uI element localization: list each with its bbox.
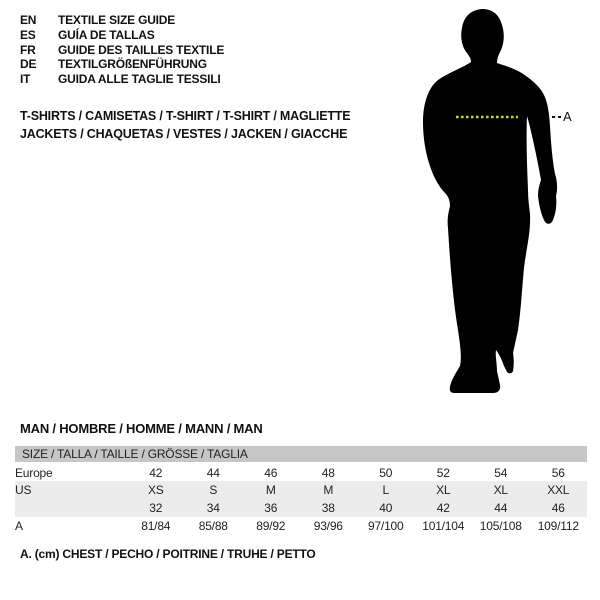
cell-value: 36 [242,499,300,517]
row-label: Europe [15,463,127,481]
cell-value: 46 [530,499,588,517]
language-list [20,13,224,87]
cell-value: 105/108 [472,517,530,535]
size-table-header: SIZE / TALLA / TAILLE / GRÖSSE / TAGLIA [15,446,587,463]
table-row-numeric [15,499,587,517]
table-row-europe [15,463,587,481]
table-row-chest-a [15,517,587,535]
language-row-it [20,72,224,87]
cell-value: 42 [127,463,185,481]
language-title: TEXTILGRÖßENFÜHRUNG [58,57,207,72]
language-title: GUIDA ALLE TAGLIE TESSILI [58,72,221,87]
size-table-container [15,446,587,535]
row-label [15,499,127,517]
garment-categories [20,107,350,143]
cell-value: 50 [357,463,415,481]
category-tshirts: T-SHIRTS / CAMISETAS / T-SHIRT / T-SHIRT / MAGLIETTE [20,109,351,123]
cell-value: 54 [472,463,530,481]
cell-value: XL [472,481,530,499]
cell-value: M [242,481,300,499]
cell-value: 34 [185,499,243,517]
cell-value: 44 [472,499,530,517]
category-jackets: JACKETS / CHAQUETAS / VESTES / JACKEN / GIACCHE [20,127,348,141]
cell-value: XXL [530,481,588,499]
measurement-note: A. (cm) CHEST / PECHO / POITRINE / TRUHE / PETTO [20,547,316,561]
language-code: FR [20,42,36,57]
cell-value: 32 [127,499,185,517]
size-table [15,446,587,535]
language-code: EN [20,13,37,27]
cell-value: L [357,481,415,499]
cell-value: 81/84 [127,517,185,535]
cell-value: XS [127,481,185,499]
cell-value: 42 [415,499,473,517]
cell-value: 52 [415,463,473,481]
measurement-a-label: A [563,109,572,124]
cell-value: M [300,481,358,499]
row-label: A [15,517,127,535]
language-row-fr [20,43,224,58]
cell-value: 85/88 [185,517,243,535]
language-title: TEXTILE SIZE GUIDE [58,13,176,27]
cell-value: 38 [300,499,358,517]
man-silhouette-figure [390,0,600,400]
cell-value: S [185,481,243,499]
language-row-de [20,57,224,72]
gender-label: MAN / HOMBRE / HOMME / MANN / MAN [20,421,263,436]
row-label: US [15,481,127,499]
language-row-es [20,28,224,43]
cell-value: 97/100 [357,517,415,535]
language-title: GUIDE DES TAILLES TEXTILE [58,42,225,57]
table-row-us [15,481,587,499]
cell-value: 48 [300,463,358,481]
man-silhouette [423,9,557,393]
cell-value: 93/96 [300,517,358,535]
cell-value: 46 [242,463,300,481]
size-table-header-row [15,446,587,463]
cell-value: 89/92 [242,517,300,535]
cell-value: 101/104 [415,517,473,535]
cell-value: 44 [185,463,243,481]
cell-value: 56 [530,463,588,481]
language-code: IT [20,72,31,87]
cell-value: 109/112 [530,517,588,535]
language-code: ES [20,27,36,42]
cell-value: XL [415,481,473,499]
cell-value: 40 [357,499,415,517]
language-row-en [20,13,224,28]
language-title: GUÍA DE TALLAS [58,27,155,42]
language-code: DE [20,57,37,72]
